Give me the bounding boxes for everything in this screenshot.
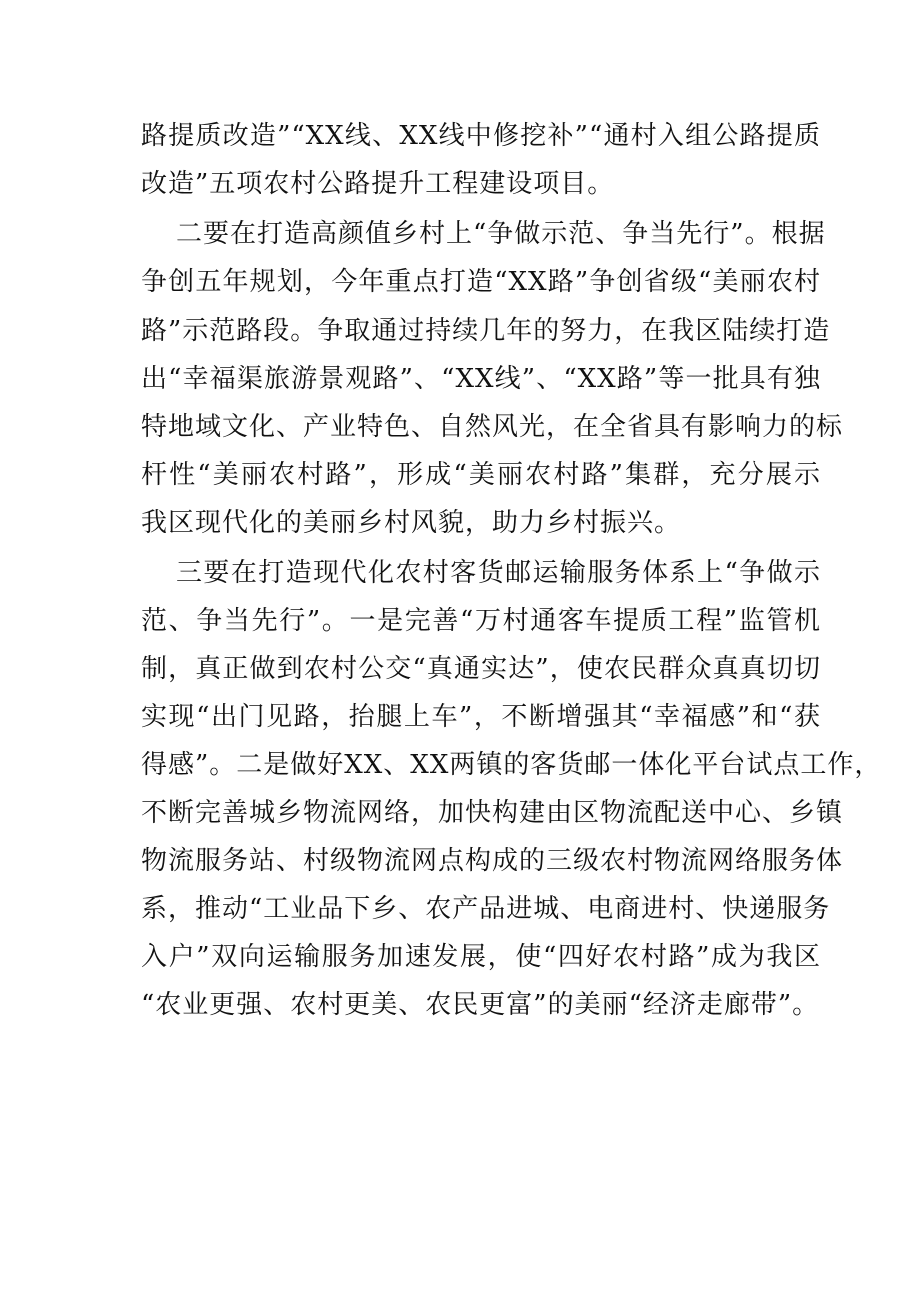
paragraph-3-line-10: “农业更强、农村更美、农民更富”的美丽“经济走廊带”。 (141, 990, 820, 1020)
paragraph-3-line-7: 物流服务站、村级物流网点构成的三级农村物流网络服务体 (141, 846, 844, 876)
paragraph-2-line-4: 出“幸福渠旅游景观路”、“XX线”、“XX路”等一批具有独 (141, 364, 821, 394)
paragraph-2-line-7: 我区现代化的美丽乡村风貌，助力乡村振兴。 (141, 508, 682, 538)
paragraph-3-line-6: 不断完善城乡物流网络，加快构建由区物流配送中心、乡镇 (141, 798, 844, 828)
paragraph-2-line-1: 二要在打造高颜值乡村上“争做示范、争当先行”。根据 (176, 219, 826, 249)
paragraph-3-line-4: 实现“出门见路，抬腿上车”，不断增强其“幸福感”和“获 (141, 702, 821, 732)
paragraph-2-line-6: 杆性“美丽农村路”，形成“美丽农村路”集群，充分展示 (141, 460, 821, 490)
paragraph-3-line-5: 得感”。二是做好XX、XX两镇的客货邮一体化平台试点工作， (141, 750, 882, 780)
paragraph-3-line-3: 制，真正做到农村公交“真通实达”，使农民群众真真切切 (141, 654, 821, 684)
paragraph-3-line-1: 三要在打造现代化农村客货邮运输服务体系上“争做示 (176, 558, 821, 588)
paragraph-1-line-2: 改造”五项农村公路提升工程建设项目。 (141, 169, 615, 199)
paragraph-3-line-9: 入户”双向运输服务加速发展，使“四好农村路”成为我区 (141, 942, 821, 972)
paragraph-2-line-3: 路”示范路段。争取通过持续几年的努力，在我区陆续打造 (141, 316, 831, 346)
paragraph-2-line-2: 争创五年规划，今年重点打造“XX路”争创省级“美丽农村 (141, 267, 821, 297)
paragraph-1-line-1: 路提质改造”“XX线、XX线中修挖补”“通村入组公路提质 (141, 121, 821, 151)
paragraph-3-line-8: 系，推动“工业品下乡、农产品进城、电商进村、快递服务 (141, 894, 831, 924)
paragraph-3-line-2: 范、争当先行”。一是完善“万村通客车提质工程”监管机 (141, 606, 821, 636)
paragraph-2-line-5: 特地域文化、产业特色、自然风光，在全省具有影响力的标 (141, 412, 844, 442)
